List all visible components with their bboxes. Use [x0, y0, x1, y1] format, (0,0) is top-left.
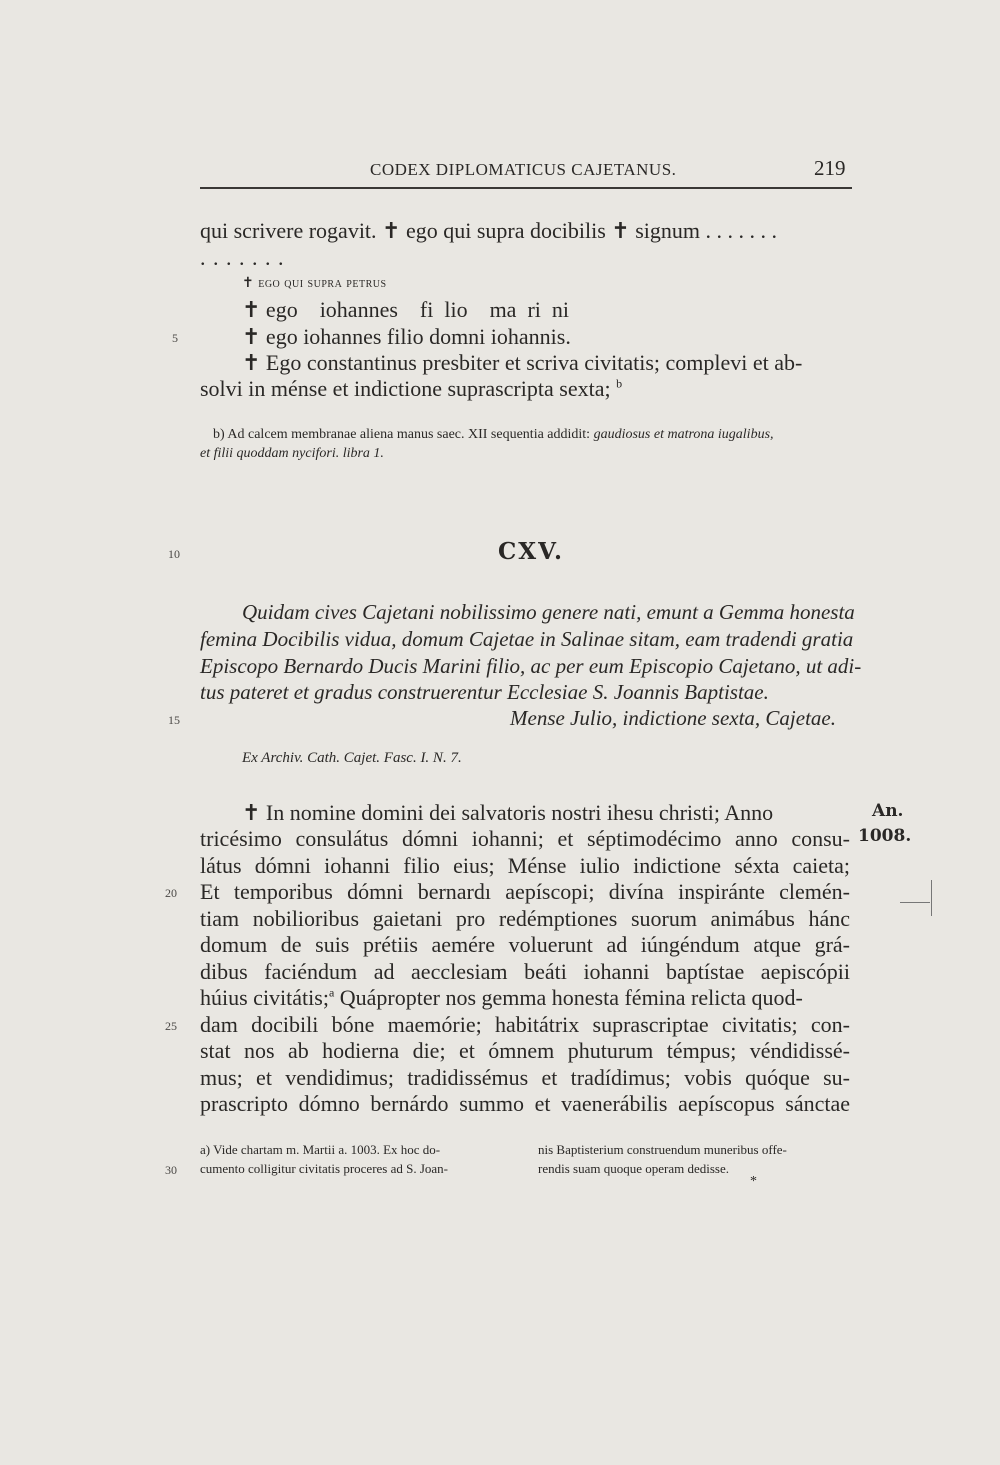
body-line: dam docibili bóne maemórie; habitátrix suprascriptae civitatis; con- [200, 1012, 850, 1037]
footnote-text: b) Ad calcem membranae aliena manus saec. XII sequentia addidit: [213, 427, 594, 442]
footnote-line: nis Baptisterium construendum muneribus offe- [538, 1142, 787, 1157]
body-line: ✝ In nomine domini dei salvatoris nostri ihesu christi; Anno [242, 800, 774, 825]
body-line: látus dómni iohanni filio eius; Ménse iulio indictione séxta caieta; [200, 853, 850, 878]
body-text: Quápropter nos gemma honesta fémina relicta quod- [339, 985, 803, 1010]
text-line: qui scrivere rogavit. ✝ ego qui supra docibilis ✝ signum . . . . . . . [200, 218, 778, 243]
text-line: . . . . . . . [200, 245, 285, 270]
summary-line: femina Docibilis vidua, domum Cajetae in Salinae sitam, eam tradendi gratia [200, 627, 854, 651]
running-title: CODEX DIPLOMATICUS CAJETANUS. [370, 160, 677, 179]
signature-line [242, 274, 387, 292]
text-line: ✝ ego iohannes fi lio ma ri ni [242, 297, 569, 322]
body-line: stat nos ab hodierna die; et ómnem phuturum témpus; véndidissé- [200, 1038, 850, 1063]
body-line: dibus faciéndum ad aecclesiam beáti iohanni baptístae aepiscópii [200, 959, 850, 984]
pencil-mark [931, 880, 932, 916]
text-line [200, 376, 622, 402]
line-number: 20 [165, 886, 177, 900]
line-number: 10 [168, 547, 180, 561]
header-rule [200, 187, 852, 189]
margin-year-label: An. [872, 801, 904, 821]
signature-asterisk: * [750, 1174, 757, 1189]
footnote-line [213, 427, 774, 443]
line-number: 25 [165, 1019, 177, 1033]
footnote-text-italic: gaudiosus et matrona iugalibus, [593, 427, 774, 442]
body-text: húius civitátis; [200, 985, 329, 1010]
line-number: 5 [172, 331, 178, 345]
summary-line: tus pateret et gradus construerentur Ecclesiae S. Joannis Baptistae. [200, 680, 769, 704]
date-line: Mense Julio, indictione sexta, Cajetae. [510, 706, 836, 730]
body-line: tiam nobilioribus gaietani pro redémptiones suorum animábus hánc [200, 906, 850, 931]
footnote-marker: b [616, 376, 623, 391]
footnote-line: rendis suam quoque operam dedisse. [538, 1161, 729, 1176]
body-line [200, 985, 803, 1011]
chapter-number: CXV. [498, 538, 564, 565]
archive-source: Ex Archiv. Cath. Cajet. Fasc. I. N. 7. [242, 750, 462, 766]
body-line: Et temporibus dómni bernardı aepíscopi; divína inspiránte clemén- [200, 879, 850, 904]
text-span: solvi in ménse et indictione suprascripta sexta; [200, 376, 611, 401]
line-number: 30 [165, 1163, 177, 1177]
body-line: domum de suis prétiis aemére voluerunt ad iúngéndum atque grá- [200, 932, 850, 957]
margin-year: 1008. [858, 826, 912, 846]
pencil-mark [900, 902, 930, 903]
body-line: mus; et vendidimus; tradidissémus et tradídimus; vobis quóque su- [200, 1065, 850, 1090]
body-line: tricésimo consulátus dómni iohanni; et séptimodécimo anno consu- [200, 826, 850, 851]
footnote-marker: a [328, 985, 335, 1000]
signature-text: ✝ ego qui supra petrus [242, 276, 387, 291]
footnote-line: cumento colligitur civitatis proceres ad S. Joan- [200, 1161, 449, 1176]
summary-line: Episcopo Bernardo Ducis Marini filio, ac per eum Episcopio Cajetano, ut adi- [200, 654, 862, 678]
footnote-line: et filii quoddam nycifori. libra 1. [200, 446, 384, 461]
text-line: ✝ Ego constantinus presbiter et scriva civitatis; complevi et ab- [242, 350, 803, 375]
line-number: 15 [168, 713, 180, 727]
summary-line: Quidam cives Cajetani nobilissimo genere nati, emunt a Gemma honesta [242, 600, 855, 624]
footnote-line: a) Vide chartam m. Martii a. 1003. Ex hoc do- [200, 1142, 441, 1157]
text-line: ✝ ego iohannes filio domni iohannis. [242, 324, 571, 349]
body-line: prascripto dómno bernárdo summo et vaenerábilis aepíscopus sánctae [200, 1091, 850, 1116]
page-number: 219 [814, 156, 846, 180]
